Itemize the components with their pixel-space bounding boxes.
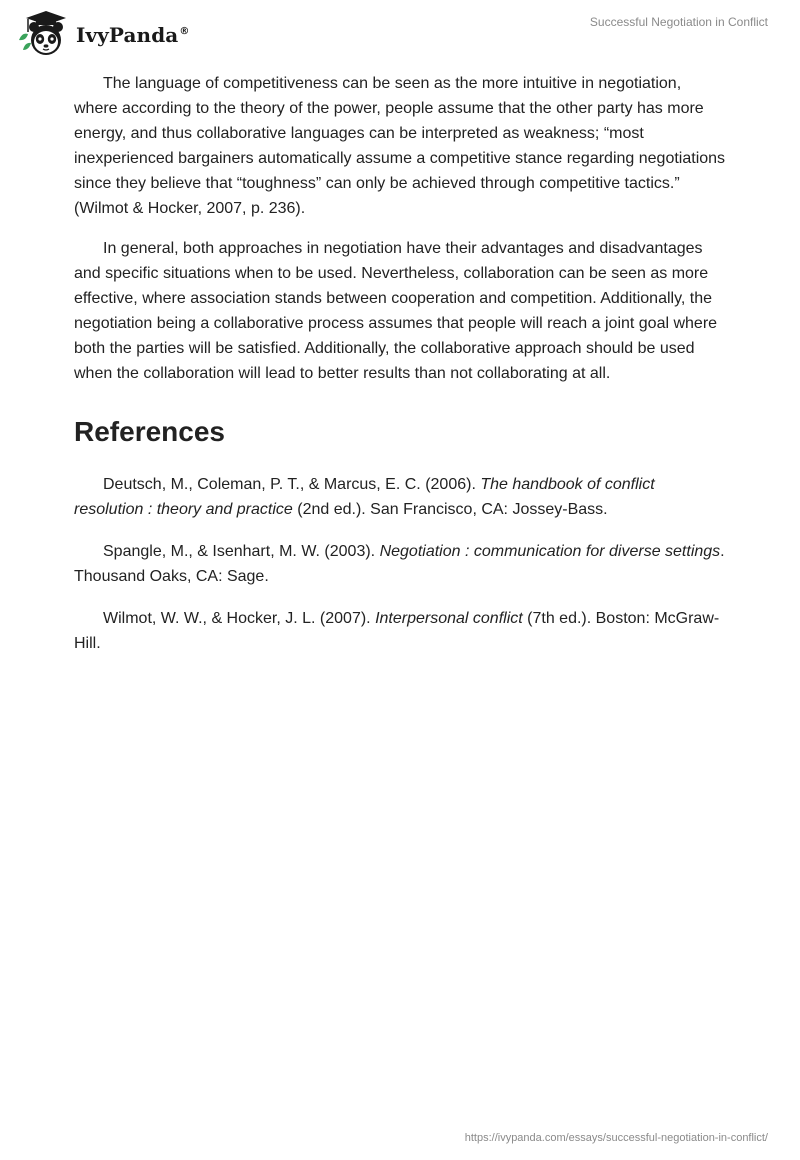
page-header: [0, 0, 800, 64]
reference-authors: Deutsch, M., Coleman, P. T., & Marcus, E. C. (2006).: [103, 476, 481, 493]
registered-mark: ®: [179, 26, 190, 38]
reference-title: Negotiation : communication for diverse settings: [379, 543, 721, 560]
reference-title: The handbook of conflict resolution : theory and practice: [74, 476, 655, 518]
reference-item: [74, 606, 726, 656]
reference-authors: Spangle, M., & Isenhart, M. W. (2003).: [103, 543, 380, 560]
reference-item: [74, 539, 726, 589]
brand-name: [76, 23, 189, 47]
document-title: Successful Negotiation in Conflict: [589, 15, 768, 29]
body-paragraph: In general, both approaches in negotiation have their advantages and disadvantages and specific situations when to be used. Nevertheless, collaboration can be seen as more effective, where association stands between cooperation and competition. Additionally, the negotiation being a collaborative process assumes that people will reach a joint goal where both the parties will be satisfied. Additionally, the collaborative approach should be used when the collaboration will lead to better results than not collaborating at all.: [74, 240, 718, 382]
reference-item: [74, 472, 726, 522]
reference-authors: Wilmot, W. W., & Hocker, J. L. (2007).: [103, 610, 376, 627]
body-paragraph: The language of competitiveness can be seen as the more intuitive in negotiation, where according to the theory of the power, people assume that the other party has more energy, and thus collaborative languages can be interpreted as weakness; “most inexperienced bargainers automatically assume a competitive stance regarding negotiations since they believe that “toughness” can only be achieved through competitive tactics.” (Wilmot & Hocker, 2007, p. 236).: [74, 75, 726, 217]
ivypanda-logo[interactable]: [16, 10, 189, 58]
brand-name-text: IvyPanda: [76, 23, 179, 47]
reference-title: Interpersonal conflict: [375, 610, 523, 627]
reference-publisher: (2nd ed.). San Francisco, CA: Jossey-Bass.: [292, 501, 608, 518]
references-heading: References: [74, 416, 225, 447]
reference-publisher: (7th ed.). Boston: McGraw-Hill.: [74, 610, 720, 652]
reference-publisher: . Thousand Oaks, CA: Sage.: [74, 543, 725, 585]
panda-graduate-icon: [16, 10, 74, 58]
essay-content: [74, 71, 726, 673]
source-url-link[interactable]: https://ivypanda.com/essays/successful-negotiation-in-conflict/: [464, 1132, 768, 1144]
